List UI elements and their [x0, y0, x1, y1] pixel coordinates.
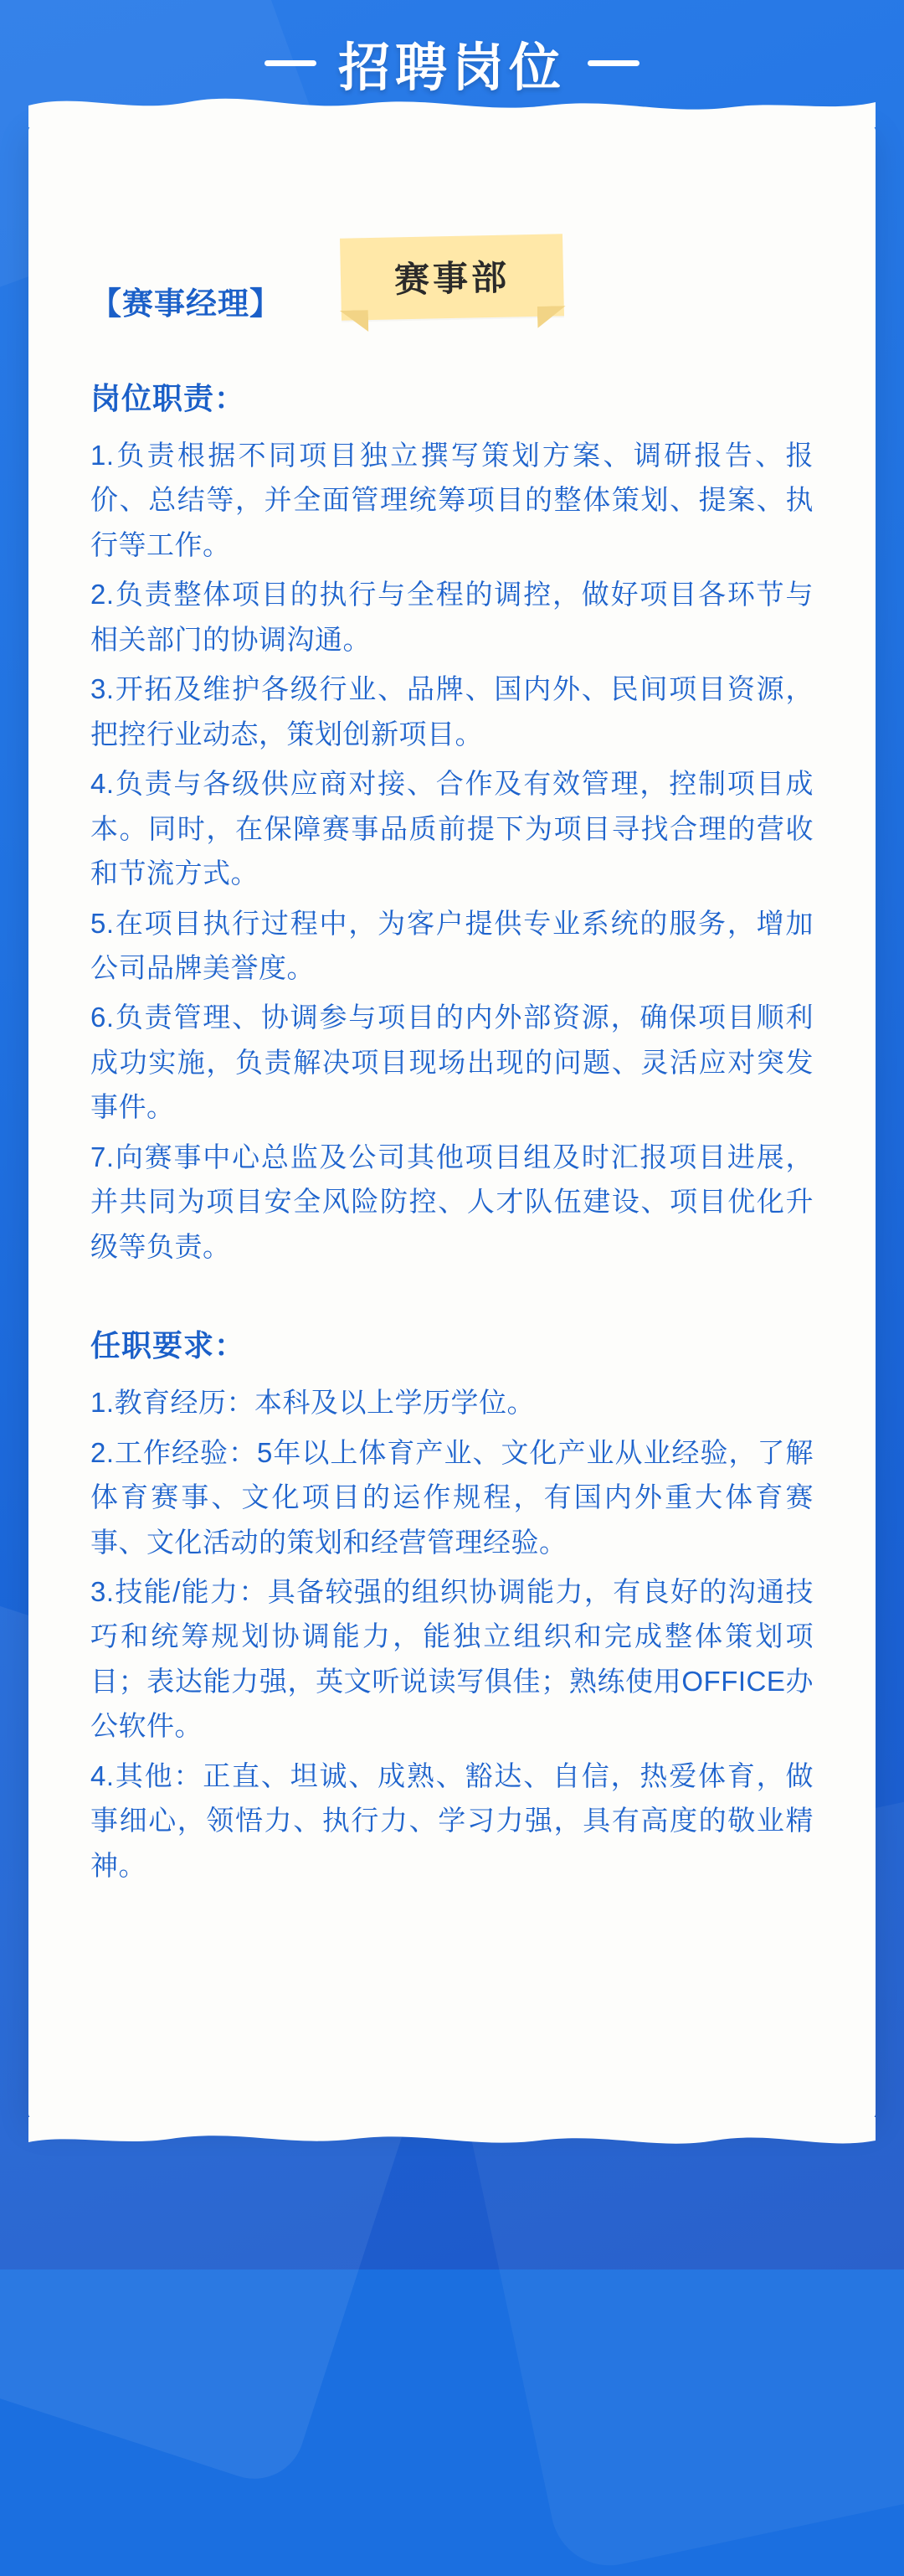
content-card-wrapper — [28, 126, 876, 2169]
content-card — [28, 126, 876, 2119]
responsibility-item: 6.负责管理、协调参与项目的内外部资源，确保项目顺利成功实施，负责解决项目现场出现的问题、灵活应对突发事件。 — [90, 1002, 814, 1123]
section-responsibilities — [90, 375, 814, 1269]
dash-icon-left — [265, 60, 316, 66]
requirement-item: 1.教育经历：本科及以上学历学位。 — [90, 1387, 536, 1419]
bottom-spacer — [0, 2169, 904, 2269]
requirement-item: 4.其他：正直、坦诚、成熟、豁达、自信，热爱体育，做事细心，领悟力、执行力、学习力强，具有高度的敬业精神。 — [90, 1759, 814, 1881]
card-bottom-torn-edge — [28, 2117, 876, 2156]
card-content — [90, 206, 814, 1888]
section-requirements — [90, 1322, 814, 1888]
responsibility-item: 1.负责根据不同项目独立撰写策划方案、调研报告、报价、总结等，并全面管理统筹项目的整体策划、提案、执行等工作。 — [90, 440, 814, 560]
card-top-torn-edge — [28, 89, 876, 127]
responsibility-item: 7.向赛事中心总监及公司其他项目组及时汇报项目进展，并共同为项目安全风险防控、人才队伍建设、项目优化升级等负责。 — [90, 1141, 814, 1262]
department-badge — [340, 234, 564, 321]
section-heading: 任职要求： — [90, 1328, 246, 1363]
requirement-item: 2.工作经验：5年以上体育产业、文化产业从业经验，了解体育赛事、文化项目的运作规程，有国内外重大体育赛事、文化活动的策划和经营管理经验。 — [90, 1436, 814, 1558]
responsibility-item: 3.开拓及维护各级行业、品牌、国内外、民间项目资源，把控行业动态，策划创新项目。 — [90, 673, 814, 750]
section-heading: 岗位职责： — [90, 381, 246, 415]
department-ribbon-row — [28, 236, 876, 318]
responsibility-item: 5.在项目执行过程中，为客户提供专业系统的服务，增加公司品牌美誉度。 — [90, 907, 814, 983]
department-label: 赛事部 — [393, 257, 511, 300]
dash-icon-right — [588, 60, 639, 66]
requirement-item: 3.技能/能力：具备较强的组织协调能力，有良好的沟通技巧和统筹规划协调能力，能独立组织和完成整体策划项目；表达能力强，英文听说读写俱佳；熟练使用OFFICE办公软件。 — [90, 1575, 814, 1742]
responsibility-item: 4.负责与各级供应商对接、合作及有效管理，控制项目成本。同时，在保障赛事品质前提下为项目寻找合理的营收和节流方式。 — [90, 768, 814, 889]
job-title: 【赛事经理】 — [90, 286, 281, 321]
page-title-text: 招聘岗位 — [337, 39, 566, 97]
responsibility-item: 2.负责整体项目的执行与全程的调控，做好项目各环节与相关部门的协调沟通。 — [90, 579, 814, 655]
